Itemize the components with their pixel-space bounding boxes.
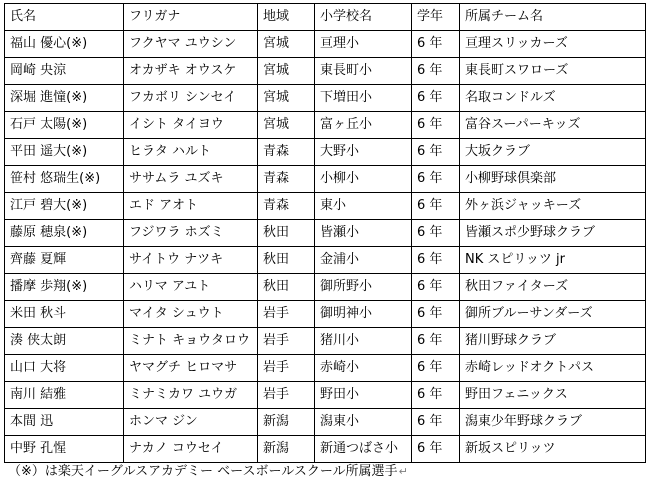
cell-school: 野田小 bbox=[315, 382, 412, 409]
cell-furigana: ヒラタ ハルト bbox=[124, 139, 258, 166]
cell-grade: 6 年 bbox=[412, 355, 460, 382]
cell-grade: 6 年 bbox=[412, 328, 460, 355]
cell-grade: 6 年 bbox=[412, 166, 460, 193]
table-row bbox=[5, 166, 646, 193]
cell-grade: 6 年 bbox=[412, 436, 460, 463]
cell-furigana: ホンマ ジン bbox=[124, 409, 258, 436]
cell-region: 秋田 bbox=[258, 247, 315, 274]
cell-team: 小柳野球倶楽部 bbox=[460, 166, 646, 193]
cell-team: 大坂クラブ bbox=[460, 139, 646, 166]
cell-furigana: マイタ シュウト bbox=[124, 301, 258, 328]
cell-furigana: エド アオト bbox=[124, 193, 258, 220]
cell-name: 平田 遥大(※) bbox=[5, 139, 124, 166]
table-row bbox=[5, 220, 646, 247]
cell-name: 深堀 進憧(※) bbox=[5, 85, 124, 112]
cell-name: 播摩 歩翔(※) bbox=[5, 274, 124, 301]
cell-team: 猪川野球クラブ bbox=[460, 328, 646, 355]
cell-region: 岩手 bbox=[258, 328, 315, 355]
cell-grade: 6 年 bbox=[412, 193, 460, 220]
cell-grade: 6 年 bbox=[412, 382, 460, 409]
cell-school: 潟東小 bbox=[315, 409, 412, 436]
cell-furigana: ミナト キョウタロウ bbox=[124, 328, 258, 355]
cell-furigana: ハリマ アユト bbox=[124, 274, 258, 301]
table-row bbox=[5, 301, 646, 328]
player-roster-table bbox=[4, 3, 646, 463]
cell-team: 赤崎レッドオクトパス bbox=[460, 355, 646, 382]
table-row bbox=[5, 274, 646, 301]
cell-team: 亘理スリッカーズ bbox=[460, 31, 646, 58]
header-name: 氏名 bbox=[5, 4, 124, 31]
cell-grade: 6 年 bbox=[412, 139, 460, 166]
cell-team: 秋田ファイターズ bbox=[460, 274, 646, 301]
table-row bbox=[5, 328, 646, 355]
table-row bbox=[5, 247, 646, 274]
cell-grade: 6 年 bbox=[412, 274, 460, 301]
cell-region: 宮城 bbox=[258, 31, 315, 58]
cell-team: 富谷スーパーキッズ bbox=[460, 112, 646, 139]
cell-school: 亘理小 bbox=[315, 31, 412, 58]
cell-furigana: ナカノ コウセイ bbox=[124, 436, 258, 463]
cell-school: 御明神小 bbox=[315, 301, 412, 328]
cell-name: 中野 孔惺 bbox=[5, 436, 124, 463]
cell-region: 秋田 bbox=[258, 274, 315, 301]
table-row bbox=[5, 58, 646, 85]
cell-school: 御所野小 bbox=[315, 274, 412, 301]
cell-school: 東小 bbox=[315, 193, 412, 220]
cell-furigana: ヤマグチ ヒロマサ bbox=[124, 355, 258, 382]
cell-name: 藤原 穂泉(※) bbox=[5, 220, 124, 247]
table-row bbox=[5, 85, 646, 112]
cell-region: 宮城 bbox=[258, 85, 315, 112]
cell-region: 岩手 bbox=[258, 382, 315, 409]
cell-name: 笹村 悠瑞生(※) bbox=[5, 166, 124, 193]
header-region: 地域 bbox=[258, 4, 315, 31]
table-row bbox=[5, 436, 646, 463]
cell-grade: 6 年 bbox=[412, 409, 460, 436]
cell-name: 福山 優心(※) bbox=[5, 31, 124, 58]
cell-name: 本間 迅 bbox=[5, 409, 124, 436]
cell-school: 小柳小 bbox=[315, 166, 412, 193]
cell-school: 大野小 bbox=[315, 139, 412, 166]
cell-region: 青森 bbox=[258, 166, 315, 193]
table-row bbox=[5, 355, 646, 382]
cell-region: 宮城 bbox=[258, 112, 315, 139]
footnote-text: （※）は楽天イーグルスアカデミー ベースボールスクール所属選手 bbox=[8, 464, 398, 479]
cell-furigana: イシト タイヨウ bbox=[124, 112, 258, 139]
cell-region: 岩手 bbox=[258, 301, 315, 328]
cell-grade: 6 年 bbox=[412, 85, 460, 112]
cell-team: 名取コンドルズ bbox=[460, 85, 646, 112]
roster-body bbox=[5, 31, 646, 463]
cell-team: 東長町スワローズ bbox=[460, 58, 646, 85]
cell-name: 山口 大将 bbox=[5, 355, 124, 382]
cell-school: 金浦小 bbox=[315, 247, 412, 274]
cell-team: 御所ブルーサンダーズ bbox=[460, 301, 646, 328]
cell-furigana: サイトウ ナツキ bbox=[124, 247, 258, 274]
cell-school: 下増田小 bbox=[315, 85, 412, 112]
cell-name: 湊 侠太朗 bbox=[5, 328, 124, 355]
cell-school: 富ヶ丘小 bbox=[315, 112, 412, 139]
cell-school: 東長町小 bbox=[315, 58, 412, 85]
cell-team: 潟東少年野球クラブ bbox=[460, 409, 646, 436]
cell-team: 外ヶ浜ジャッキーズ bbox=[460, 193, 646, 220]
cell-furigana: オカザキ オウスケ bbox=[124, 58, 258, 85]
paragraph-return-mark: ↵ bbox=[398, 465, 408, 478]
cell-furigana: フクヤマ ユウシン bbox=[124, 31, 258, 58]
table-row bbox=[5, 139, 646, 166]
header-furigana: フリガナ bbox=[124, 4, 258, 31]
cell-name: 岡崎 央涼 bbox=[5, 58, 124, 85]
cell-name: 南川 結雅 bbox=[5, 382, 124, 409]
cell-grade: 6 年 bbox=[412, 31, 460, 58]
table-header-row bbox=[5, 4, 646, 31]
cell-region: 新潟 bbox=[258, 409, 315, 436]
cell-team: 野田フェニックス bbox=[460, 382, 646, 409]
cell-grade: 6 年 bbox=[412, 220, 460, 247]
cell-region: 新潟 bbox=[258, 436, 315, 463]
cell-region: 青森 bbox=[258, 139, 315, 166]
cell-furigana: フカボリ シンセイ bbox=[124, 85, 258, 112]
cell-name: 米田 秋斗 bbox=[5, 301, 124, 328]
cell-team: NK スピリッツ jr bbox=[460, 247, 646, 274]
cell-name: 石戸 太陽(※) bbox=[5, 112, 124, 139]
table-row bbox=[5, 382, 646, 409]
cell-team: 新坂スピリッツ bbox=[460, 436, 646, 463]
cell-team: 皆瀬スポ少野球クラブ bbox=[460, 220, 646, 247]
cell-grade: 6 年 bbox=[412, 247, 460, 274]
cell-school: 皆瀬小 bbox=[315, 220, 412, 247]
cell-region: 岩手 bbox=[258, 355, 315, 382]
footnote bbox=[8, 462, 408, 482]
cell-school: 猪川小 bbox=[315, 328, 412, 355]
cell-school: 赤崎小 bbox=[315, 355, 412, 382]
header-team: 所属チーム名 bbox=[460, 4, 646, 31]
table-row bbox=[5, 193, 646, 220]
cell-furigana: フジワラ ホズミ bbox=[124, 220, 258, 247]
cell-grade: 6 年 bbox=[412, 301, 460, 328]
cell-region: 秋田 bbox=[258, 220, 315, 247]
table-row bbox=[5, 112, 646, 139]
cell-region: 宮城 bbox=[258, 58, 315, 85]
header-grade: 学年 bbox=[412, 4, 460, 31]
cell-name: 齊藤 夏輝 bbox=[5, 247, 124, 274]
cell-furigana: ササムラ ユズキ bbox=[124, 166, 258, 193]
cell-name: 江戸 碧大(※) bbox=[5, 193, 124, 220]
cell-region: 青森 bbox=[258, 193, 315, 220]
table-row bbox=[5, 31, 646, 58]
cell-furigana: ミナミカワ ユウガ bbox=[124, 382, 258, 409]
cell-grade: 6 年 bbox=[412, 58, 460, 85]
header-school: 小学校名 bbox=[315, 4, 412, 31]
cell-grade: 6 年 bbox=[412, 112, 460, 139]
cell-school: 新通つばさ小 bbox=[315, 436, 412, 463]
table-row bbox=[5, 409, 646, 436]
